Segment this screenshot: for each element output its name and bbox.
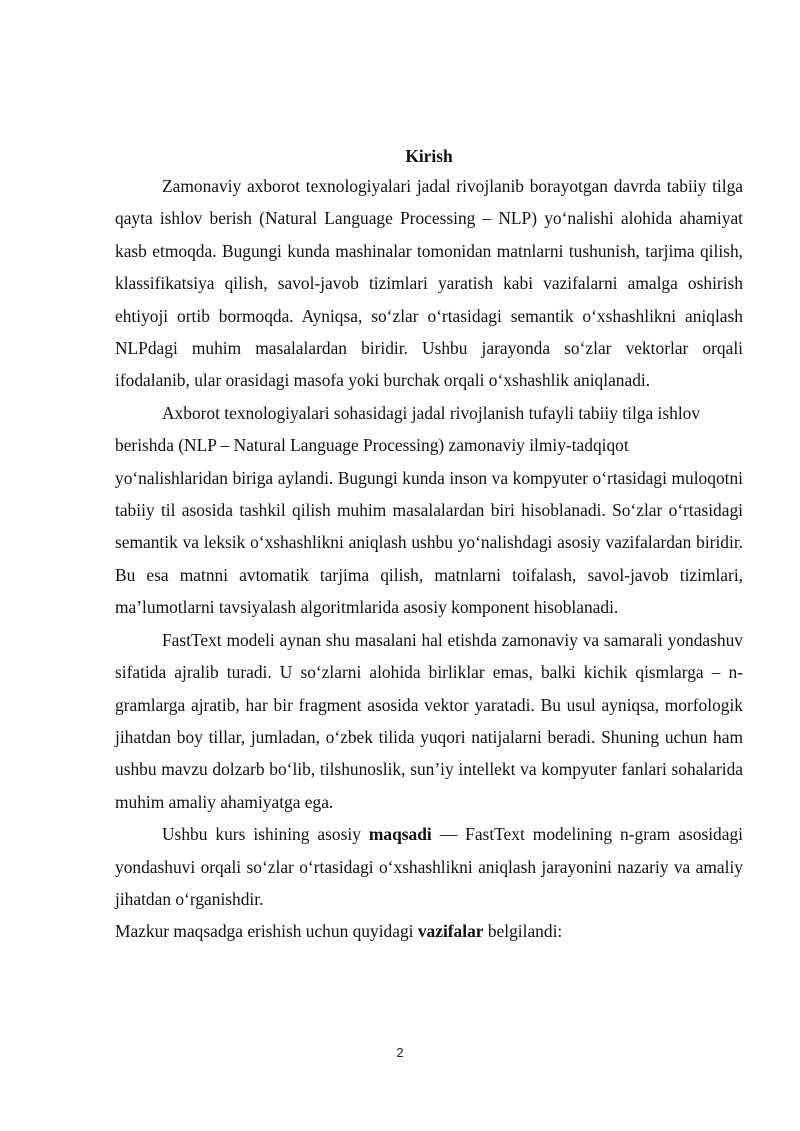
page-number: 2 <box>396 1045 404 1060</box>
tasks-text-after: belgilandi: <box>483 921 563 942</box>
aim-text-after: — FastText modelining n-gram asosidagi yondashuvi orqali so‘zlar o‘rtasidagi o‘xshashlikni aniqlash jarayonini nazariy va amaliy jihatdan o‘rganishdir. <box>115 824 743 909</box>
aim-keyword: maqsadi <box>368 824 432 845</box>
paragraph-2-rest: yo‘nalishlaridan biriga aylandi. Bugungi kunda inson va kompyuter o‘rtasidagi muloqotni tabiiy til asosida tashkil qilish muhim masalalardan biri hisoblanadi. So‘zlar o‘rtasidagi semantik va leksik o‘xshashlikni aniqlash ushbu yo‘nalishdagi asosiy vazifalardan biridir. Bu esa matnni avtomatik tarjima qilish, matnlarni toifalash, savol-javob tizimlari, ma’lumotlarni tavsiyalash algoritmlarida asosiy komponent hisoblanadi. <box>115 467 743 618</box>
tasks-text-before: Mazkur maqsadga erishish uchun quyidagi <box>115 921 418 942</box>
paragraph-1: Zamonaviy axborot texnologiyalari jadal rivojlanib borayotgan davrda tabiiy tilga qayta ishlov berish (Natural Language Processing – NLP) yo‘nalishi alohida ahamiyat kasb etmoqda. Bugungi kunda mashinalar tomonidan matnlarni tushunish, tarjima qilish, klassifikatsiya qilish, savol-javob tizimlari yaratish kabi vazifalarni amalga oshirish ehtiyoji ortib bormoqda. Ayniqsa, so‘zlar o‘rtasidagi semantik o‘xshashlikni aniqlash NLPdagi muhim masalalardan biridir. Ushbu jarayonda so‘zlar vektorlar orqali ifodalanib, ular orasidagi masofa yoki burchak orqali o‘xshashlik aniqlanadi. <box>115 176 743 391</box>
paragraph-3: FastText modeli aynan shu masalani hal etishda zamonaviy va samarali yondashuv sifatida ajralib turadi. U so‘zlarni alohida birliklar emas, balki kichik qismlarga – n-gramlarga ajratib, har bir fragment asosida vektor yaratadi. Bu usul ayniqsa, morfologik jihatdan boy tillar, jumladan, o‘zbek tilida yuqori natijalarni beradi. Shuning uchun ham ushbu mavzu dolzarb bo‘lib, tilshunoslik, sun’iy intellekt va kompyuter fanlari sohalarida muhim amaliy ahamiyatga ega. <box>115 629 743 812</box>
aim-text-before: Ushbu kurs ishining asosiy <box>162 824 369 845</box>
tasks-keyword: vazifalar <box>417 921 484 942</box>
section-heading: Kirish <box>405 146 453 166</box>
page-body <box>115 142 743 948</box>
paragraph-aim <box>115 818 743 915</box>
paragraph-2 <box>115 397 743 624</box>
paragraph-2-first-line: Axborot texnologiyalari sohasidagi jadal rivojlanish tufayli tabiiy tilga ishlov berishda (NLP – Natural Language Processing) zamonaviy ilmiy-tadqiqot <box>115 402 701 456</box>
paragraph-tasks <box>115 915 743 947</box>
